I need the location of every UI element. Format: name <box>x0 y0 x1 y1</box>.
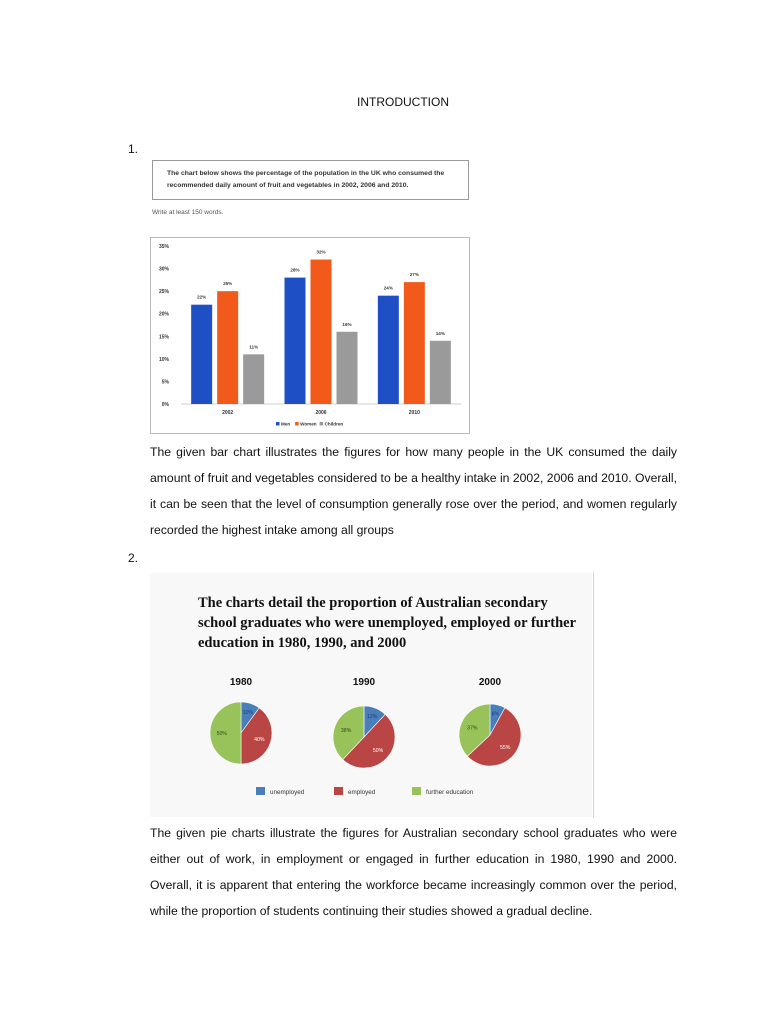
bar-chart-paragraph: The given bar chart illustrates the figures for how many people in the UK consumed the daily amount of fruit and vegetables considered to be a healthy intake in 2002, 2006 and 2010. Overall, it can be seen that the level of consumption generally rose over the period, and women regularly recorded the highest intake among all groups <box>150 445 677 537</box>
pie-chart-figure <box>150 573 592 817</box>
document-heading: INTRODUCTION <box>357 95 449 109</box>
bar-men-2006 <box>285 278 306 404</box>
legend-swatch-children <box>320 422 324 426</box>
pie-value-label: 37% <box>467 725 478 732</box>
bar-chart-y-tick-label: 25% <box>158 289 169 296</box>
bar-women-2006 <box>311 260 332 404</box>
legend-label-children: Children <box>324 421 344 427</box>
pie-value-label: 55% <box>499 744 511 751</box>
bar-women-2010 <box>404 282 425 404</box>
bar-chart-y-tick-label: 15% <box>158 334 169 341</box>
bar-children-2002 <box>243 354 264 404</box>
bar-chart-category-label: 2006 <box>315 410 327 416</box>
pie-value-label: 50% <box>216 731 227 737</box>
bar-value-label: 25% <box>223 281 233 287</box>
pie-value-label: 10% <box>242 709 254 716</box>
pie-1990 <box>333 677 395 768</box>
section-number-1: 1. <box>128 142 139 156</box>
bar-value-label: 22% <box>197 294 207 300</box>
bar-men-2010 <box>378 296 399 404</box>
pie-1980 <box>210 677 272 764</box>
pie-chart-title: The charts detail the proportion of Australian secondary school graduates who were unemployed, employed or further education in 1980, 1990, and 2000 <box>198 595 576 651</box>
bar-children-2010 <box>430 341 451 404</box>
pie-year-label: 1980 <box>229 677 253 688</box>
bar-chart-y-tick-label: 30% <box>158 266 169 273</box>
legend-swatch-further-education <box>412 787 421 795</box>
pie-charts <box>150 573 592 817</box>
pie-year-label: 1990 <box>352 677 376 688</box>
bar-value-label: 28% <box>290 267 300 273</box>
bar-chart-category-label: 2002 <box>222 410 234 416</box>
pie-chart-paragraph: The given pie charts illustrate the figures for Australian secondary school graduates who were either out of work, in employment or engaged in further education in 1980, 1990 and 2000. Overall, it is apparent that entering the workforce became increasingly common over the period, while the proportion of students continuing their studies showed a gradual decline. <box>150 826 677 918</box>
legend-swatch-women <box>295 422 299 426</box>
bar-chart-y-tick-label: 5% <box>161 379 169 386</box>
bar-value-label: 16% <box>342 321 352 327</box>
legend-label-further-education: further education <box>426 789 474 796</box>
bar-chart-figure <box>150 237 470 434</box>
legend-swatch-men <box>276 422 280 426</box>
bar-chart-y-tick-label: 20% <box>158 311 169 318</box>
section-number-2: 2. <box>128 551 139 565</box>
figure-divider <box>593 572 594 818</box>
bar-chart-category-label: 2010 <box>408 410 420 416</box>
pie-legend <box>256 787 474 796</box>
bar-children-2006 <box>337 332 358 404</box>
legend-label-unemployed: unemployed <box>270 789 305 796</box>
bar-value-label: 14% <box>435 330 445 336</box>
bar-chart-y-tick-label: 35% <box>158 244 169 250</box>
legend-swatch-unemployed <box>256 787 265 795</box>
legend-swatch-employed <box>334 787 343 795</box>
bar-chart-legend <box>276 422 343 427</box>
bar-chart-y-tick-label: 10% <box>158 356 169 363</box>
pie-2000 <box>459 677 521 766</box>
bar-value-label: 11% <box>249 344 259 350</box>
bar-value-label: 27% <box>409 272 419 278</box>
bar-value-label: 32% <box>316 249 326 255</box>
pie-value-label: 38% <box>340 727 352 734</box>
bar-chart <box>151 238 469 433</box>
legend-label-women: Women <box>300 421 317 427</box>
pie-value-label: 50% <box>372 748 384 755</box>
bar-chart-y-tick-label: 0% <box>161 402 169 408</box>
bar-chart-prompt: The chart below shows the percentage of the population in the UK who consumed the recommended daily amount of fruit and vegetables in 2002, 2006 and 2010. <box>152 160 469 200</box>
pie-value-label: 8% <box>491 711 500 718</box>
bar-men-2002 <box>191 305 212 404</box>
pie-year-label: 2000 <box>478 677 502 688</box>
legend-label-men: Men <box>281 421 291 427</box>
bar-women-2002 <box>217 291 238 404</box>
word-count-instruction: Write at least 150 words. <box>152 209 224 216</box>
pie-value-label: 12% <box>367 714 378 721</box>
pie-value-label: 40% <box>254 736 265 743</box>
legend-label-employed: employed <box>348 789 376 796</box>
bar-value-label: 24% <box>383 285 393 291</box>
